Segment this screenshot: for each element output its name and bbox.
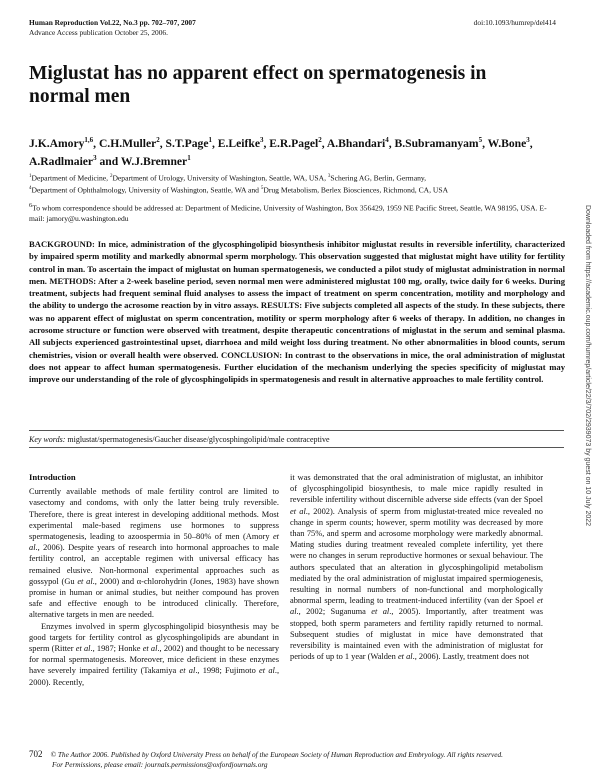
- column-left: [29, 472, 279, 688]
- intro-paragraph-2: Enzymes involved in sperm glycosphingolipid biosynthesis may be good targets for fertility control as glycosphingolipids are abundant in sperm (Ritter et al., 1987; Honke et al., 2002) and thought to be necessary for normal spermatogenesis. Moreover, mice deficient in these enzymes have severely impaired fertility (Takamiya et al., 1998; Fujimoto et al., 2000). Recently,: [29, 621, 280, 687]
- column-right: [290, 472, 543, 662]
- section-heading-introduction: Introduction: [29, 472, 76, 482]
- doi: doi:10.1093/humrep/del414: [473, 18, 556, 27]
- article-title: Miglustat has no apparent effect on spermatogenesis in normal men: [29, 63, 487, 107]
- advance-access-note: Advance Access publication October 25, 2006.: [29, 28, 168, 37]
- author-list: J.K.Amory$^{1,6}$, C.H.Muller$^2$, S.T.Page$^1$, E.Leifke$^3$, E.R.Pagel$^2$, A.Bhandari$^4$, B.Subramanyam$^5$, W.Bone$^3$, A.Radlmaier$^3$ and W.J.Bremner$^1$: [29, 136, 533, 168]
- copyright-notice: © The Author 2006. Published by Oxford University Press on behalf of the European Society of Human Reproduction and Embryology. All rights reserved.: [50, 750, 503, 759]
- keywords-label: Key words:: [29, 435, 66, 444]
- keywords: [29, 434, 565, 445]
- intro-paragraph-3: it was demonstrated that the oral administration of miglustat, an inhibitor of glycosphingolipid biosynthesis, to male mice rapidly resulted in reversible infertility without discernible adverse side effects (van der Spoel et al., 2002). Analysis of sperm from miglustat-treated mice revealed no change in sperm counts; however, sperm motility was decreased by more than 75%, and sperm and acrosome morphology were markedly abnormal. Mating studies during treatment revealed complete infertility, yet there were no changes in serum reproductive hormones or sexual behaviour. The authors speculated that an alteration in glycosphingolipid metabolism mediated by the oral administration of miglustat impaired spermiogenesis, resulting in normal numbers of non-functional and morphologically abnormal sperm, leading to treatment-induced infertility (van der Spoel et al., 2002; Suganuma et al., 2005). Importantly, after treatment was stopped, both sperm parameters and fertility rapidly returned to normal. Subsequent studies of miglustat in mice have demonstrated that reversibility is maintained even with the administration of miglustat for periods of up to 1 year (Walden et al., 2006). Lastly, treatment does not: [290, 473, 543, 662]
- abstract-divider-top: [29, 430, 564, 431]
- keywords-text: miglustat/spermatogenesis/Gaucher disease/glycosphingolipid/male contraceptive: [67, 435, 330, 444]
- journal-citation: Human Reproduction Vol.22, No.3 pp. 702–707, 2007: [29, 18, 196, 27]
- intro-paragraph-1: Currently available methods of male fertility control are limited to vasectomy and condoms, with only the latter being truly reversible. Therefore, there is great interest in developing additional methods. Most experimental male-based regimens use hormones to suppress spermatogenesis, leading to azoospermia in 50–80% of men (Amory et al., 2006). Despite years of research into hormonal approaches to male fertility control, an acceptable regimen with universal efficacy has remained elusive. Non-hormonal experimental approaches such as gossypol (Gu et al., 2000) and α-chlorohydrin (Jones, 1983) have shown promise in human or animal studies, but neither compound has proven safe and effective enough to be introduced clinically. Therefore, alternative targets in men are needed.: [29, 487, 279, 620]
- abstract-divider-bottom: [29, 447, 564, 448]
- download-watermark-text: Downloaded from https://academic.oup.com/humrep/article/22/3/702/2939073 by guest on 10 July 2022: [584, 205, 591, 527]
- page-number: 702: [29, 749, 43, 759]
- abstract: BACKGROUND: In mice, administration of the glycosphingolipid biosynthesis inhibitor miglustat results in reversible infertility, characterized by impaired sperm motility and markedly abnormal sperm morphology. This observation suggested that miglustat might have utility for fertility control in man. To ascertain the impact of miglustat on human spermatogenesis, we conducted a pilot study of miglustat administration in normal men. METHODS: After a 2-week baseline period, seven normal men were administered miglustat 100 mg, orally, twice daily for 6 weeks. During treatment, subjects had frequent seminal fluid analyses to assess the impact of treatment on sperm concentration, motility and morphology and the ability to undergo the acrosome reaction by in vitro assays. RESULTS: Five subjects completed all aspects of the study. In these subjects, there was no apparent effect of miglustat on sperm concentration, motility or sperm morphology after 6 weeks of therapy. In addition, no changes in acrosome structure or function were observed with treatment, despite therapeutic concentrations of miglustat in the serum and seminal plasma. All subjects experienced gastrointestinal upset, diarrhoea and mild weight loss during treatment. No other abnormalities in blood counts, serum chemistries, vision or overall health were observed. CONCLUSION: In contrast to the observations in mice, the oral administration of miglustat does not appear to affect human spermatogenesis. Further elucidation of the mechanism underlying the species specificity of miglustat may improve our understanding of the role of glycosphingolipids in spermatogenesis and result in alternative approaches to male fertility control.: [29, 239, 565, 385]
- page-footer: [29, 749, 564, 770]
- correspondence-note: $^6$To whom correspondence should be addressed at: Department of Medicine, University of Washington, Box 356429, 1959 NE Pacific Street, Seattle, WA 98195, USA. E-mail: jamory@u.washington.edu: [29, 202, 547, 224]
- permissions-notice: For Permissions, please email: journals.permissions@oxfordjournals.org: [52, 760, 268, 769]
- download-watermark: [582, 205, 594, 625]
- journal-header: [29, 18, 196, 38]
- affiliations: $^1$Department of Medicine, $^2$Department of Urology, University of Washington, Seattle, WA, USA, $^3$Schering AG, Berlin, Germany, $^4$Department of Ophthalmology, University of Washington, Seattle, WA and $^5$Drug Metabolism, Berlex Biosciences, Richmond, CA, USA: [29, 173, 449, 195]
